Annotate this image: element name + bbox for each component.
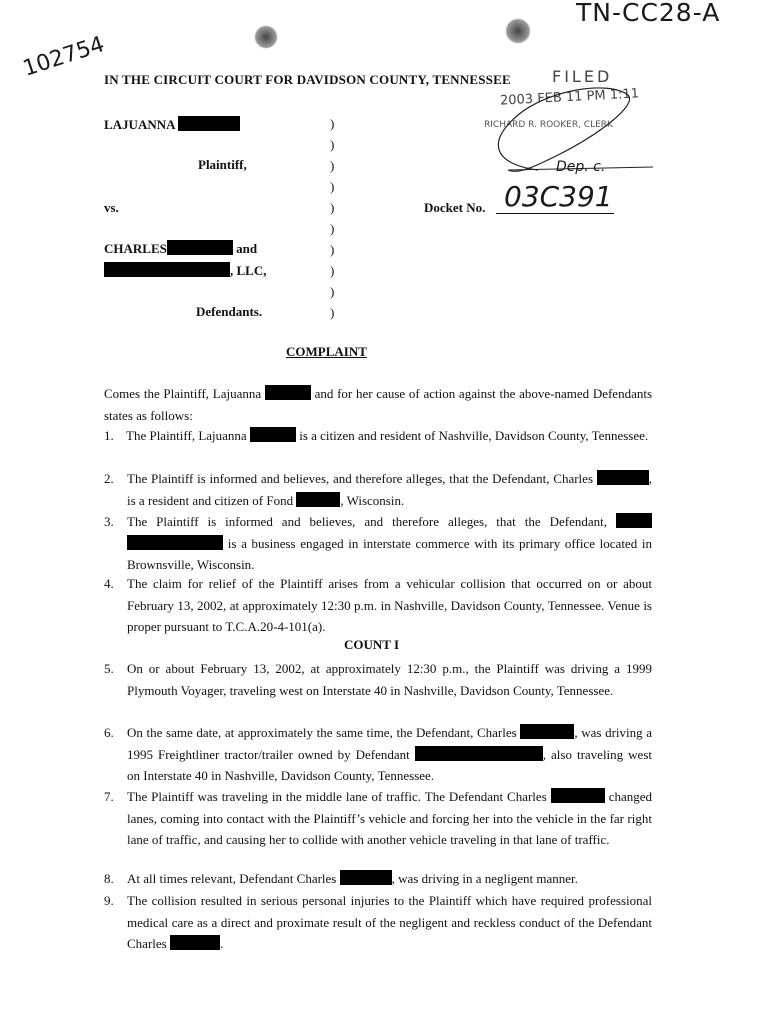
hole-punch-mark — [254, 25, 278, 49]
paragraph-text: . — [219, 936, 224, 951]
redaction — [616, 513, 652, 528]
redaction — [167, 240, 233, 255]
paragraph-text: , also traveling west on Interstate 40 in Nashville, Davidson County, Tennessee. — [127, 746, 652, 783]
paragraph-text: is a citizen and resident of Nashville, Davidson County, Tennessee. — [299, 428, 649, 443]
paragraph-text: On the same date, at approximately the same time, the Defendant, Charles — [127, 725, 517, 740]
paragraph-text: The collision resulted in serious personal injuries to the Plaintiff which have required professional medical care as a direct and proximate result of the negligent and reckless conduct of the Defendant Charles — [127, 893, 652, 951]
paragraph-text: At all times relevant, Defendant Charles — [127, 871, 337, 886]
paragraph-text: On or about February 13, 2002, at approximately 12:30 p.m., the Plaintiff was driving a 1999 Plymouth Voyager, traveling west on Interstate 40 in Nashville, Davidson County, Tennessee. — [127, 661, 652, 698]
redaction — [250, 427, 296, 442]
paragraph-number: 4. — [104, 576, 114, 591]
caption-paren: ) — [330, 116, 335, 131]
paragraph-text: The Plaintiff, Lajuanna — [126, 428, 247, 443]
defendant-2-suffix: , LLC, — [230, 263, 267, 278]
paragraph-text: , was driving a 1995 Freightliner tractor/trailer owned by Defendant — [127, 725, 653, 762]
paragraph-7 — [104, 786, 652, 851]
paragraph-number: 3. — [104, 514, 114, 529]
paragraph-number: 9. — [104, 893, 114, 908]
caption-paren: ) — [330, 200, 335, 215]
paragraph-number: 8. — [104, 871, 114, 886]
handwritten-case-code: TN-CC28-A — [576, 0, 721, 27]
caption-paren: ) — [330, 179, 335, 194]
caption-paren: ) — [330, 242, 335, 257]
paragraph-9 — [104, 890, 652, 955]
defendant-1-name: CHARLES — [104, 241, 167, 256]
complaint-title: COMPLAINT — [286, 344, 367, 359]
defendant-role: Defendants. — [196, 304, 263, 319]
redaction — [104, 262, 230, 277]
paragraph-6 — [104, 722, 652, 787]
paragraph-5 — [104, 658, 652, 701]
defendant-2 — [104, 262, 266, 279]
count-heading: COUNT I — [344, 637, 400, 652]
handwritten-number: 102754 — [20, 32, 108, 82]
docket-label: Docket No. — [424, 200, 486, 215]
redaction — [597, 470, 649, 485]
caption-paren: ) — [330, 221, 335, 236]
redaction — [178, 116, 240, 131]
and-label: and — [236, 241, 258, 256]
paragraph-3 — [104, 511, 652, 576]
vs-label: vs. — [104, 200, 119, 215]
clerk-signature: Dep. c. — [556, 159, 606, 175]
redaction — [170, 935, 220, 950]
intro-paragraph — [104, 383, 652, 426]
redaction — [415, 746, 543, 761]
docket-number: 03C391 — [504, 180, 613, 213]
paragraph-text: The Plaintiff was traveling in the middle lane of traffic. The Defendant Charles — [127, 789, 547, 804]
redaction — [296, 492, 340, 507]
paragraph-number: 2. — [104, 471, 114, 486]
paragraph-number: 5. — [104, 661, 114, 676]
docket-line — [496, 213, 614, 214]
court-header: IN THE CIRCUIT COURT FOR DAVIDSON COUNTY, TENNESSEE — [104, 72, 511, 87]
hole-punch-mark — [505, 18, 531, 44]
paragraph-2 — [104, 468, 652, 511]
redaction — [340, 870, 392, 885]
paragraph-number: 7. — [104, 789, 114, 804]
paragraph-text: changed lanes, coming into contact with the Plaintiff’s vehicle and forcing her into the vehicle in the far right lane of traffic, and causing her to collide with another vehicle traveling in that lane of traffic. — [127, 789, 652, 847]
redaction — [265, 385, 311, 400]
plaintiff-name — [104, 116, 240, 133]
paragraph-text: The claim for relief of the Plaintiff arises from a vehicular collision that occurred on or about February 13, 2002, at approximately 12:30 p.m. in Nashville, Davidson County, Tennessee. Venue is proper pursuant to T.C.A.20-4-101(a). — [127, 576, 652, 634]
caption-paren: ) — [330, 158, 335, 173]
plaintiff-role: Plaintiff, — [198, 157, 247, 172]
caption-paren: ) — [330, 263, 335, 278]
stamp-clerk: RICHARD R. ROOKER, CLERK — [484, 120, 613, 130]
caption-paren: ) — [330, 305, 335, 320]
stamp-date: 2003 FEB 11 PM 1:11 — [499, 86, 640, 109]
paragraph-text: is a business engaged in interstate commerce with its primary office located in Brownsville, Wisconsin. — [127, 535, 653, 572]
caption-paren: ) — [330, 137, 335, 152]
paragraph-8 — [104, 868, 652, 890]
paragraph-number: 6. — [104, 725, 114, 740]
redaction — [127, 535, 223, 550]
intro-text-b: and for her cause of action against the above-named Defendants states as follows: — [104, 386, 653, 423]
paragraph-4 — [104, 573, 652, 638]
filed-stamp — [478, 67, 658, 185]
paragraph-number: 1. — [104, 428, 114, 443]
redaction — [551, 788, 605, 803]
plaintiff-first-name: LAJUANNA — [104, 117, 175, 132]
intro-text-a: Comes the Plaintiff, Lajuanna — [104, 386, 262, 401]
paragraph-1 — [104, 425, 652, 447]
paragraph-text: The Plaintiff is informed and believes, and therefore alleges, that the Defendant, — [127, 514, 608, 529]
paragraph-text: , was driving in a negligent manner. — [391, 871, 578, 886]
caption-paren: ) — [330, 284, 335, 299]
stamp-filed: FILED — [552, 67, 613, 86]
paragraph-text: The Plaintiff is informed and believes, and therefore alleges, that the Defendant, Charles — [127, 471, 594, 486]
paragraph-text: , is a resident and citizen of Fond — [127, 471, 653, 508]
redaction — [520, 724, 574, 739]
paragraph-text: , Wisconsin. — [340, 492, 405, 508]
defendant-1 — [104, 240, 257, 257]
